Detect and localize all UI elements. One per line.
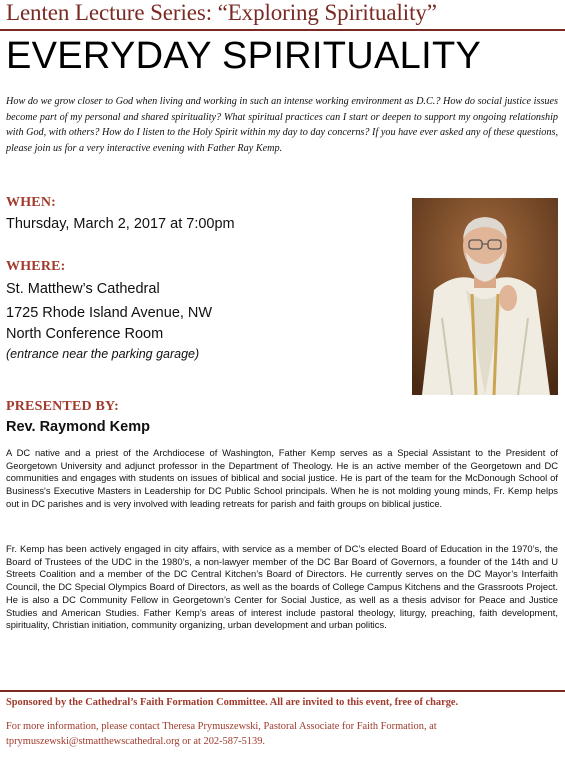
presented-heading: PRESENTED BY: <box>6 399 119 414</box>
where-address: 1725 Rhode Island Avenue, NW <box>6 305 213 321</box>
priest-portrait-image <box>412 198 558 395</box>
presenter-photo <box>412 198 558 395</box>
contact-info: For more information, please contact Theresa Prymuszewski, Pastoral Associate for Faith Formation, at tprymuszewski@stmatthewscathedral.org or at 202-587-5139. <box>6 721 437 747</box>
when-heading: WHEN: <box>6 195 56 210</box>
sponsor-line: Sponsored by the Cathedral’s Faith Formation Committee. All are invited to this event, free of charge. <box>6 697 459 708</box>
main-title: EVERYDAY SPIRITUALITY <box>6 35 482 77</box>
when-value: Thursday, March 2, 2017 at 7:00pm <box>6 216 235 232</box>
presenter-name: Rev. Raymond Kemp <box>6 419 150 435</box>
where-venue: St. Matthew’s Cathedral <box>6 281 160 297</box>
top-divider <box>0 29 565 31</box>
bio-paragraph-2: Fr. Kemp has been actively engaged in city affairs, with service as a member of DC’s elected Board of Education in the 1970’s, the Board of Trustees of the UDC in the 1980’s, a non-lawyer member of the DC Bar Board of Governors, a founder of the 14th and U Streets Coalition and a member of the DC Central Kitchen’s Board of Directors. He currently serves on the DC Mayor’s Interfaith Council, the DC Special Olympics Board of Directors, as well as the boards of College Campus Kitchens and the Grassroots Project. He is also a DC Community Fellow in Georgetown’s Center for Social Justice, as well as a thesis advisor for Peace and Justice Studies and American Studies. Father Kemp’s areas of interest include pastoral theology, liturgy, preaching, faith development, spirituality, Christian initiation, community organizing, urban development and urban politics. <box>6 543 558 631</box>
where-heading: WHERE: <box>6 259 66 274</box>
bottom-divider <box>0 690 565 692</box>
bio-paragraph-1: A DC native and a priest of the Archdiocese of Washington, Father Kemp serves as a Special Assistant to the President of Georgetown University and adjunct professor in the Department of Theology. He is an active member of the Georgetown and DC communities and engages with students on issues of biblical and social justice. He is part of the team for the McDonough School of Business's Executive Masters in Leadership for DC Public School principals. When he is not molding young minds, Fr. Kemp helps out in DC parishes and is very involved with leading retreats for parish and faith groups on biblical justice. <box>6 447 558 509</box>
series-title: Lenten Lecture Series: “Exploring Spirituality” <box>6 0 437 25</box>
where-note: (entrance near the parking garage) <box>6 347 200 361</box>
intro-paragraph: How do we grow closer to God when living and working in such an intense working environment as D.C.? How do social justice issues become part of my personal and shared spirituality? What spiritual practices can I start or deepen to support my ongoing relationship with God, with others? How do I listen to the Holy Spirit within my day to day concerns? If you have ever asked any of these questions, please join us for a very interactive evening with Father Ray Kemp. <box>6 96 558 154</box>
where-room: North Conference Room <box>6 326 164 342</box>
